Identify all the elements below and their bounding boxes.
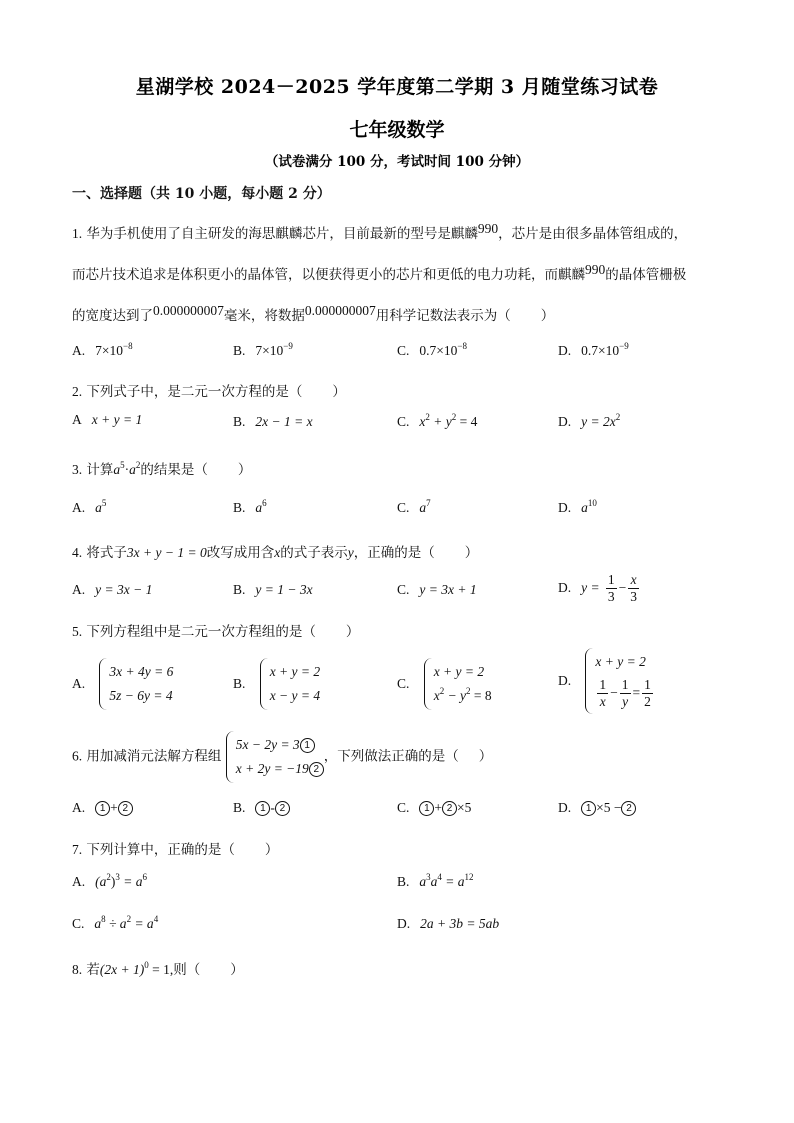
q1-text-a: 华为手机使用了自主研发的海思麒麟芯片，目前最新的型号是麒麟 (86, 226, 478, 242)
equation-system: x + y = 2 $x^2 - y^2 = 8$ (424, 660, 492, 708)
q1-line1 (72, 222, 687, 242)
q7-option-c: C. $a^8 \div a^2 = a^4$ (72, 914, 159, 931)
q7-option-d: D. 2a + 3b = 5ab (397, 916, 500, 931)
q1-text-e: 的宽度达到了 (72, 308, 153, 324)
q1-value-2: 0.000000007 (304, 303, 376, 318)
q1-value: 0.000000007 (153, 303, 224, 318)
q5-number: 5. (72, 624, 83, 639)
exam-title: 星湖学校 2024－2025 学年度第二学期 3 月随堂练习试卷 (135, 76, 659, 98)
q7-option-b: B. $a^3a^4 = a^{12}$ (397, 872, 474, 889)
q4-number: 4. (72, 545, 83, 560)
q8-number: 8. (72, 962, 83, 977)
q1-option-b: B. $7\times 10^{-9}$ (233, 341, 293, 358)
q6-option-a: A. 1 + 2 (72, 800, 133, 816)
q1-model: 990 (477, 221, 499, 236)
q3-option-a: A. $a^5$ (72, 498, 107, 515)
q5-option-c: C. x + y = 2 $x^2 - y^2 = 8$ (397, 660, 492, 708)
exam-subtitle: 七年级数学 (349, 119, 445, 141)
equation-system: 3x + 4y = 6 5z − 6y = 4 (99, 660, 173, 708)
q1-option-c: C. $0.7\times 10^{-8}$ (397, 341, 467, 358)
q6-option-d: D. 1 ×5 − 2 (558, 800, 636, 816)
q5-option-d: D. x + y = 2 $\frac{1}{x}$ − $\frac{1}{y}$ = $\frac{1}{2}$ (558, 650, 655, 712)
q2-number: 2. (72, 384, 83, 399)
q1-number: 1. (72, 226, 83, 241)
circled-number: 1 (300, 738, 315, 753)
q3-option-b: B. $a^6$ (233, 498, 267, 515)
fraction: $\frac{x}{3}$ (630, 572, 638, 604)
q1-text-g: 用科学记数法表示为（ (375, 308, 511, 324)
q4-stem: 4. 将式子3x + y − 1 = 0改写成用含x的式子表示y，正确的是（ ） (72, 545, 479, 561)
equation-system: x + y = 2 x − y = 4 (260, 660, 320, 708)
q5-option-b: B. x + y = 2 x − y = 4 (233, 660, 320, 708)
q4-option-b: B. y = 1 − 3x (233, 582, 313, 597)
q2-option-a: A x + y = 1 (72, 412, 143, 427)
q3-option-c: C. $a^7$ (397, 498, 431, 515)
q8-stem: 8. 若$(2x + 1)^0 = 1$,则（ ） (72, 960, 244, 978)
fraction: $\frac{1}{x}$ (599, 677, 607, 710)
q1-text-b: ，芯片是由很多晶体管组成的， (498, 226, 688, 242)
section-heading: 一、选择题（共 10 小题，每小题 2 分） (72, 186, 331, 202)
q1-text-f: 毫米，将数据 (223, 308, 305, 324)
q4-option-c: C. y = 3x + 1 (397, 582, 477, 597)
q1-text-d: 的晶体管栅极 (605, 267, 687, 283)
equation-system: x + y = 2 $\frac{1}{x}$ − $\frac{1}{y}$ = $\frac{1}{2}$ (585, 650, 655, 712)
q2-stem: 2. 下列式子中，是二元一次方程的是（ ） (72, 384, 346, 400)
q3-number: 3. (72, 462, 83, 477)
q7-number: 7. (72, 842, 83, 857)
q6-option-c: C. 1 + 2 ×5 (397, 800, 472, 815)
fraction: $\frac{1}{2}$ (644, 677, 651, 710)
fraction: $\frac{1}{3}$ (607, 572, 615, 604)
q4-option-a: A. y = 3x − 1 (72, 582, 153, 597)
exam-note: （试卷满分 100 分，考试时间 100 分钟） (264, 154, 530, 170)
q1-line3 (72, 304, 554, 324)
q7-option-a: A. $(a^2)^3 = a^6$ (72, 872, 147, 889)
q6-number: 6. (72, 748, 83, 764)
q6-option-b: B. 1 - 2 (233, 800, 290, 816)
q7-stem: 7. 下列计算中，正确的是（ ） (72, 842, 279, 858)
q1-text-c: 而芯片技术追求是体积更小的晶体管，以便获得更小的芯片和更低的电力功耗，而麒麟 (72, 267, 585, 283)
circled-number: 2 (309, 762, 324, 777)
q3-option-d: D. $a^{10}$ (558, 498, 597, 515)
q2-option-b: B. 2x − 1 = x (233, 414, 313, 429)
q5-option-a: A. 3x + 4y = 6 5z − 6y = 4 (72, 660, 173, 708)
q1-close: ） (540, 308, 555, 324)
q2-option-d: D. $y = 2x^2$ (558, 412, 621, 429)
q1-line2 (72, 263, 686, 283)
q2-option-c: C. $x^2 + y^2 = 4$ (397, 412, 478, 429)
q1-option-d: D. $0.7\times 10^{-9}$ (558, 341, 629, 358)
equation-system: 5x − 2y = 3 1 x + 2y = −19 2 (226, 733, 324, 781)
fraction: $\frac{1}{y}$ (621, 677, 629, 710)
q4-option-d: D. y = $\frac{1}{3}$ − $\frac{x}{3}$ (558, 572, 638, 604)
q5-stem: 5. 下列方程组中是二元一次方程组的是（ ） (72, 624, 360, 640)
q1-option-a: A. $7\times 10^{-8}$ (72, 341, 133, 358)
q6-stem: 6. 用加减消元法解方程组 5x − 2y = 3 1 x + 2y = −19 2 ，下列做法正确的是（ ） (72, 733, 492, 781)
q1-model-2: 990 (585, 262, 606, 277)
q3-stem: 3. 计算$a^5\cdot a^2$的结果是（ ） (72, 460, 252, 478)
